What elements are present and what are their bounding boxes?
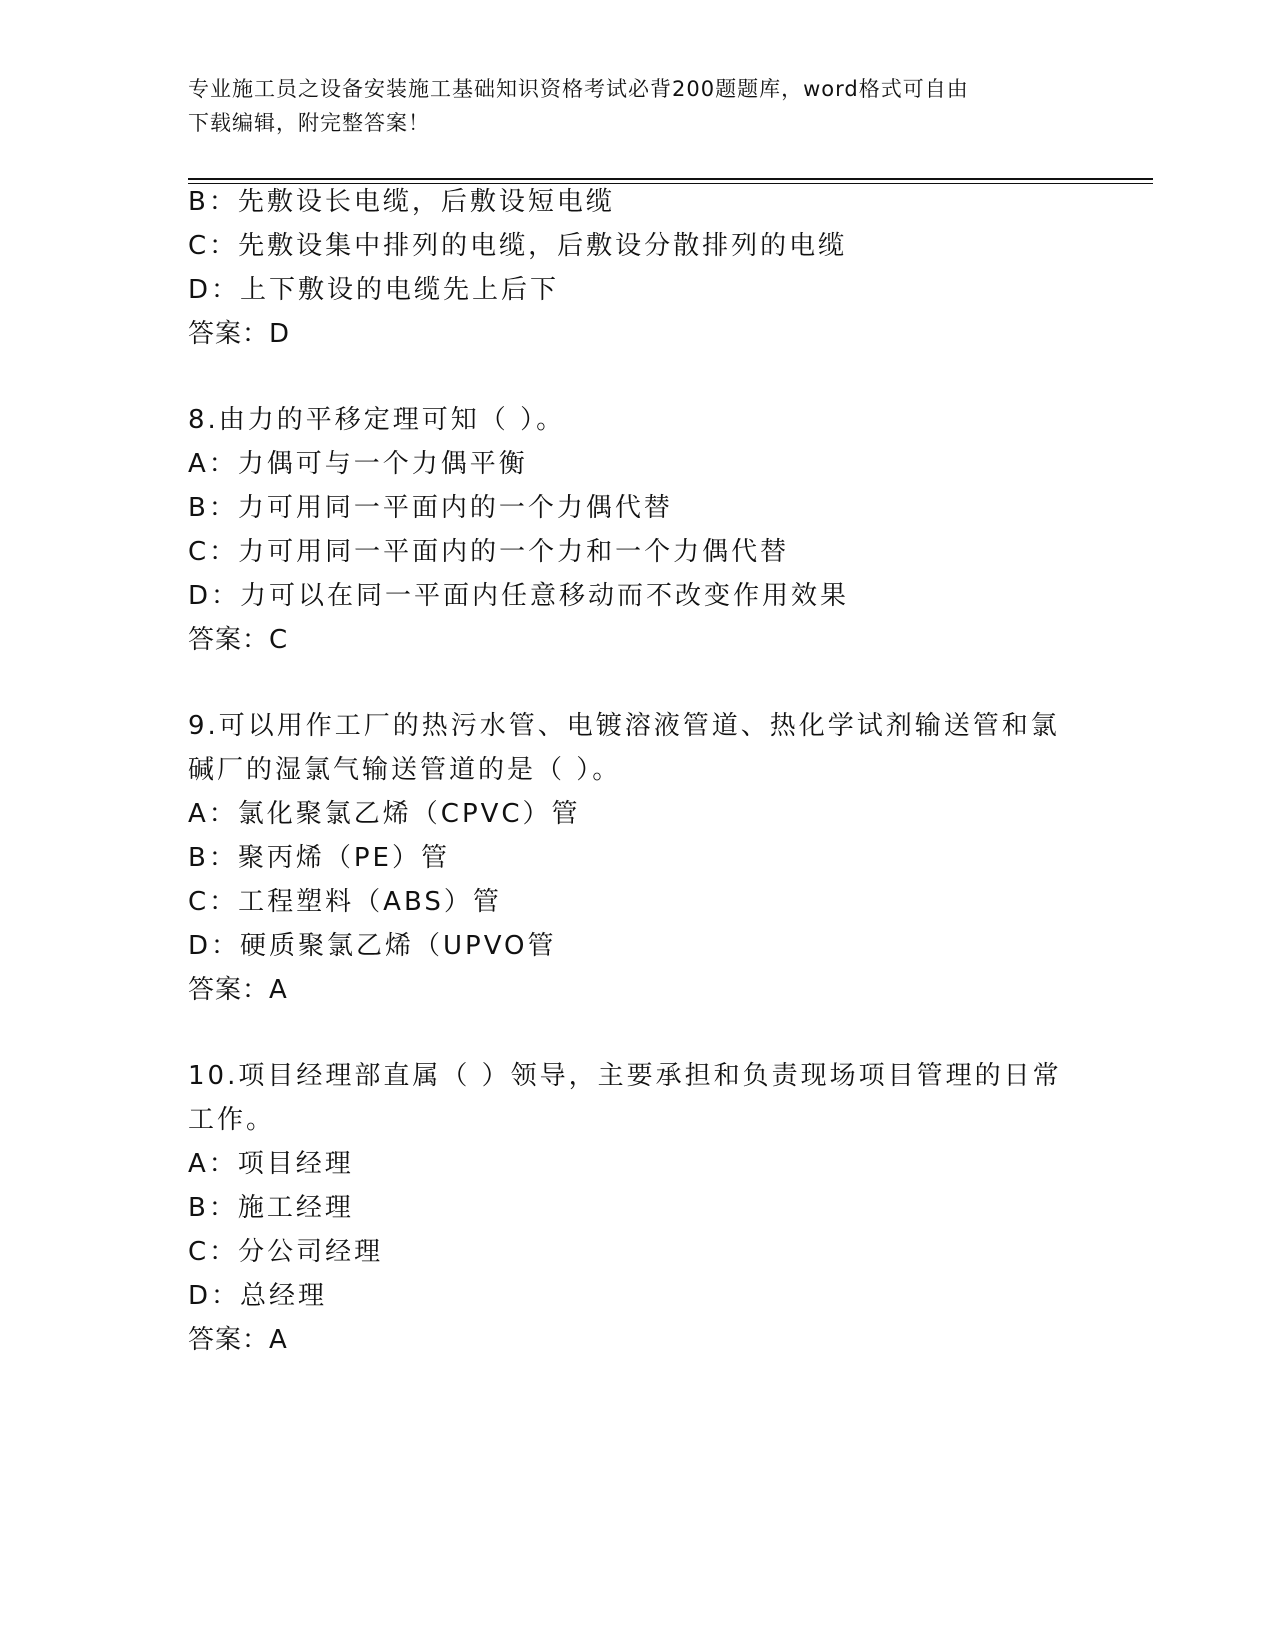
q8-option-a: A：力偶可与一个力偶平衡: [188, 449, 528, 479]
document-header: [188, 72, 1068, 140]
q8-answer: 答案：C: [188, 625, 289, 655]
header-divider-thin: [188, 183, 1153, 184]
q10-option-c: C：分公司经理: [188, 1237, 384, 1267]
q10-option-b: B：施工经理: [188, 1193, 354, 1223]
q9-option-a: A：氯化聚氯乙烯（CPVC）管: [188, 799, 581, 829]
q8-option-c: C：力可用同一平面内的一个力和一个力偶代替: [188, 537, 790, 567]
header-title-line-2: 下载编辑，附完整答案！: [188, 111, 430, 135]
q10-stem-line-1: 10.项目经理部直属（ ）领导，主要承担和负责现场项目管理的日常: [188, 1061, 1062, 1091]
q9-stem-line-1: 9.可以用作工厂的热污水管、电镀溶液管道、热化学试剂输送管和氯: [188, 711, 1060, 741]
q9-option-b: B：聚丙烯（PE）管: [188, 843, 450, 873]
q9-stem-line-2: 碱厂的湿氯气输送管道的是（ ）。: [188, 755, 622, 785]
header-title-line-1: 专业施工员之设备安装施工基础知识资格考试必背200题题库，word格式可自由: [188, 77, 969, 101]
header-divider-thick: [188, 178, 1153, 180]
q7-option-d: D：上下敷设的电缆先上后下: [188, 275, 560, 305]
q8-option-d: D：力可以在同一平面内任意移动而不改变作用效果: [188, 581, 850, 611]
q9-option-d: D：硬质聚氯乙烯（UPVO管: [188, 931, 557, 961]
q10-stem-line-2: 工作。: [188, 1105, 276, 1135]
q10-answer: 答案：A: [188, 1325, 288, 1355]
q10-option-d: D：总经理: [188, 1281, 328, 1311]
q7-option-c: C：先敷设集中排列的电缆，后敷设分散排列的电缆: [188, 231, 848, 261]
q10-option-a: A：项目经理: [188, 1149, 354, 1179]
q9-option-c: C：工程塑料（ABS）管: [188, 887, 502, 917]
q8-stem: 8.由力的平移定理可知（ ）。: [188, 405, 566, 435]
q7-answer: 答案：D: [188, 319, 291, 349]
q9-answer: 答案：A: [188, 975, 288, 1005]
q7-option-b: B：先敷设长电缆，后敷设短电缆: [188, 187, 615, 217]
q8-option-b: B：力可用同一平面内的一个力偶代替: [188, 493, 673, 523]
